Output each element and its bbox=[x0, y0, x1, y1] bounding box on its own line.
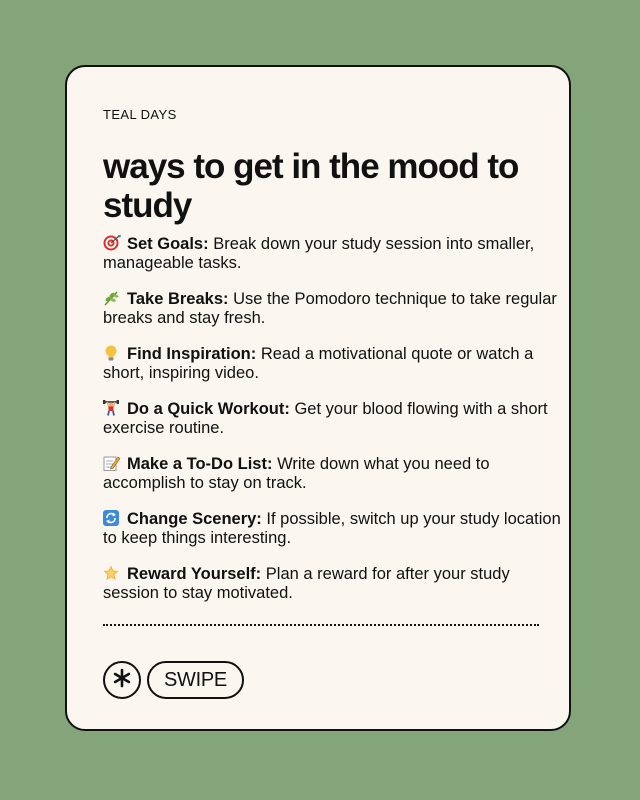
tip-title: Do a Quick Workout: bbox=[127, 400, 290, 418]
light-bulb-icon bbox=[103, 345, 121, 361]
brand-label: TEAL DAYS bbox=[103, 107, 177, 122]
tip-item-take-breaks bbox=[103, 290, 563, 345]
tip-text: Plan a reward for after your study session to stay motivated. bbox=[103, 565, 510, 602]
dotted-divider bbox=[103, 624, 539, 626]
tip-text: Get your blood flowing with a short exercise routine. bbox=[103, 400, 548, 437]
tip-item-quick-workout bbox=[103, 400, 563, 455]
tip-item-change-scenery bbox=[103, 510, 563, 565]
tip-text: Break down your study session into smaller, manageable tasks. bbox=[103, 235, 535, 272]
tip-item-set-goals bbox=[103, 235, 563, 290]
arrows-cycle-icon bbox=[103, 510, 121, 526]
tip-title: Make a To-Do List: bbox=[127, 455, 273, 473]
tip-item-find-inspiration bbox=[103, 345, 563, 400]
tip-item-todo-list bbox=[103, 455, 563, 510]
herb-icon bbox=[103, 290, 121, 306]
glowing-star-icon bbox=[103, 565, 121, 581]
tip-text: Read a motivational quote or watch a short, inspiring video. bbox=[103, 345, 534, 382]
tip-title: Change Scenery: bbox=[127, 510, 262, 528]
tip-text: Use the Pomodoro technique to take regular breaks and stay fresh. bbox=[103, 290, 557, 327]
tip-title: Find Inspiration: bbox=[127, 345, 257, 363]
tip-title: Take Breaks: bbox=[127, 290, 229, 308]
tip-text: Write down what you need to accomplish to stay on track. bbox=[103, 455, 490, 492]
tip-title: Reward Yourself: bbox=[127, 565, 262, 583]
tips-card bbox=[65, 65, 571, 731]
tips-list bbox=[103, 235, 563, 620]
page-title: ways to get in the mood to study bbox=[103, 147, 519, 225]
tip-item-reward-yourself bbox=[103, 565, 563, 620]
memo-icon bbox=[103, 455, 121, 471]
tip-title: Set Goals: bbox=[127, 235, 209, 253]
asterisk-icon bbox=[112, 668, 132, 693]
tip-text: If possible, switch up your study location to keep things interesting. bbox=[103, 510, 561, 547]
weightlifter-icon bbox=[103, 400, 121, 416]
asterisk-button[interactable] bbox=[103, 661, 141, 699]
target-icon bbox=[103, 235, 121, 251]
swipe-button[interactable]: SWIPE bbox=[147, 661, 244, 699]
